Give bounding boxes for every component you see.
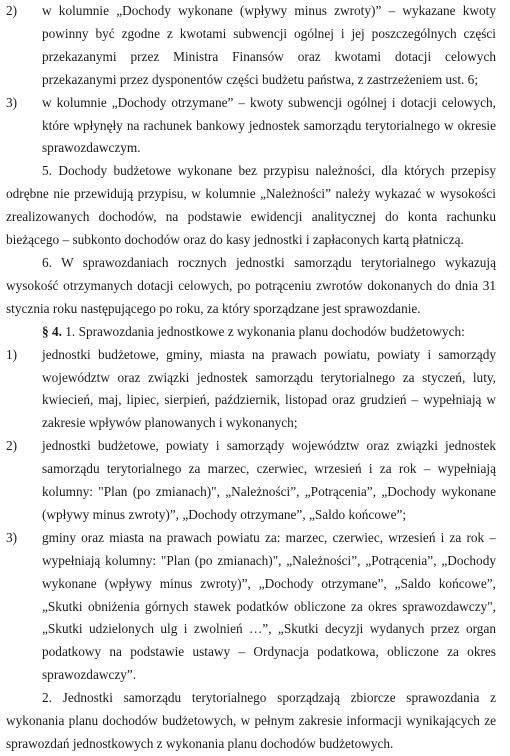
section-text: 1. Sprawozdania jednostkowe z wykonania planu dochodów budżetowych: — [61, 323, 465, 339]
list-item — [6, 344, 496, 436]
list-item — [6, 92, 496, 161]
section-paragraph — [6, 321, 496, 344]
paragraph: 2. Jednostki samorządu terytorialnego sporządzają zbiorcze sprawozdania z wykonania planu dochodów budżetowych, w pełnym zakresie informacji wynikających ze sprawozdań jednostkowych z wykonania planu dochodów budżetowych. — [6, 690, 496, 751]
paragraph: 6. W sprawozdaniach rocznych jednostki samorządu terytorialnego wykazują wysokość otrzymanych dotacji celowych, po potrąceniu zwrotów dokonanych do dnia 31 stycznia roku następującego po roku, za który sporządzane jest sprawozdanie. — [6, 254, 496, 316]
section-marker: § 4. — [42, 323, 62, 339]
list-item-number: 3) — [6, 94, 18, 110]
list-item-text: jednostki budżetowe, gminy, miasta na prawach powiatu, powiaty i samorządy województw oraz związki jednostek samorządu terytorialnego za styczeń, luty, kwiecień, maj, lipiec, sierpień, październik, listopad oraz grudzień – wypełniają w zakresie wpływów planowanych i wykonanych; — [42, 346, 496, 431]
list-item — [6, 527, 496, 687]
list-item-text: gminy oraz miasta na prawach powiatu za: marzec, czerwiec, wrzesień i za rok – wypełniają kolumny: "Plan (po zmianach)", „Należności”, „Potrącenia”, „Dochody wykonane (wpływy minus zwroty)”, „Dochody otrzymane”, „Saldo końcowe”, „Skutki obniżenia górnych stawek podatków obliczone za okres sprawozdawczy", „Skutki udzielonych ulg i zwolnień …”, „Skutki decyzji wydanych przez organ podatkowy na podstawie ustawy – Ordynacja podatkowa, obliczone za okres sprawozdawczy”. — [42, 529, 496, 683]
list-item-number: 1) — [6, 346, 18, 362]
list-item-text: jednostki budżetowe, powiaty i samorządy województw oraz związki jednostek samorządu terytorialnego za marzec, czerwiec, wrzesień i za rok – wypełniają kolumny: "Plan (po zmianach)", „Należności”, „Potrącenia”, „Dochody wykonane (wpływy minus zwroty)”, „Dochody otrzymane”, „Saldo końcowe”; — [42, 438, 496, 522]
list-item-number: 2) — [6, 438, 18, 454]
list-item-number: 2) — [6, 3, 18, 18]
list-item-number: 3) — [6, 529, 18, 545]
list-item-text: w kolumnie „Dochody wykonane (wpływy minus zwroty)” – wykazane kwoty powinny być zgodne z kwotami subwencji ogólnej i jej poszczególnych części przekazanymi przez Ministra Finansów oraz kwotami dotacji celowych przekazanymi przez dysponentów części budżetu państwa, z zastrzeżeniem ust. 6; — [42, 3, 496, 87]
paragraph: 5. Dochody budżetowe wykonane bez przypisu należności, dla których przepisy odrębne nie przewidują przypisu, w kolumnie „Należności” należy wykazać w wysokości zrealizowanych dochodów, na podstawie ewidencji analitycznej do konta rachunku bieżącego – subkonto dochodów oraz do kasy jednostki i zapłaconych kartą płatniczą. — [6, 163, 496, 248]
list-item — [6, 0, 496, 92]
list-item-text: w kolumnie „Dochody otrzymane” – kwoty subwencji ogólnej i dotacji celowych, które wpłynęły na rachunek bankowy jednostek samorządu terytorialnego w okresie sprawozdawczym. — [42, 94, 496, 156]
list-item — [6, 435, 496, 527]
